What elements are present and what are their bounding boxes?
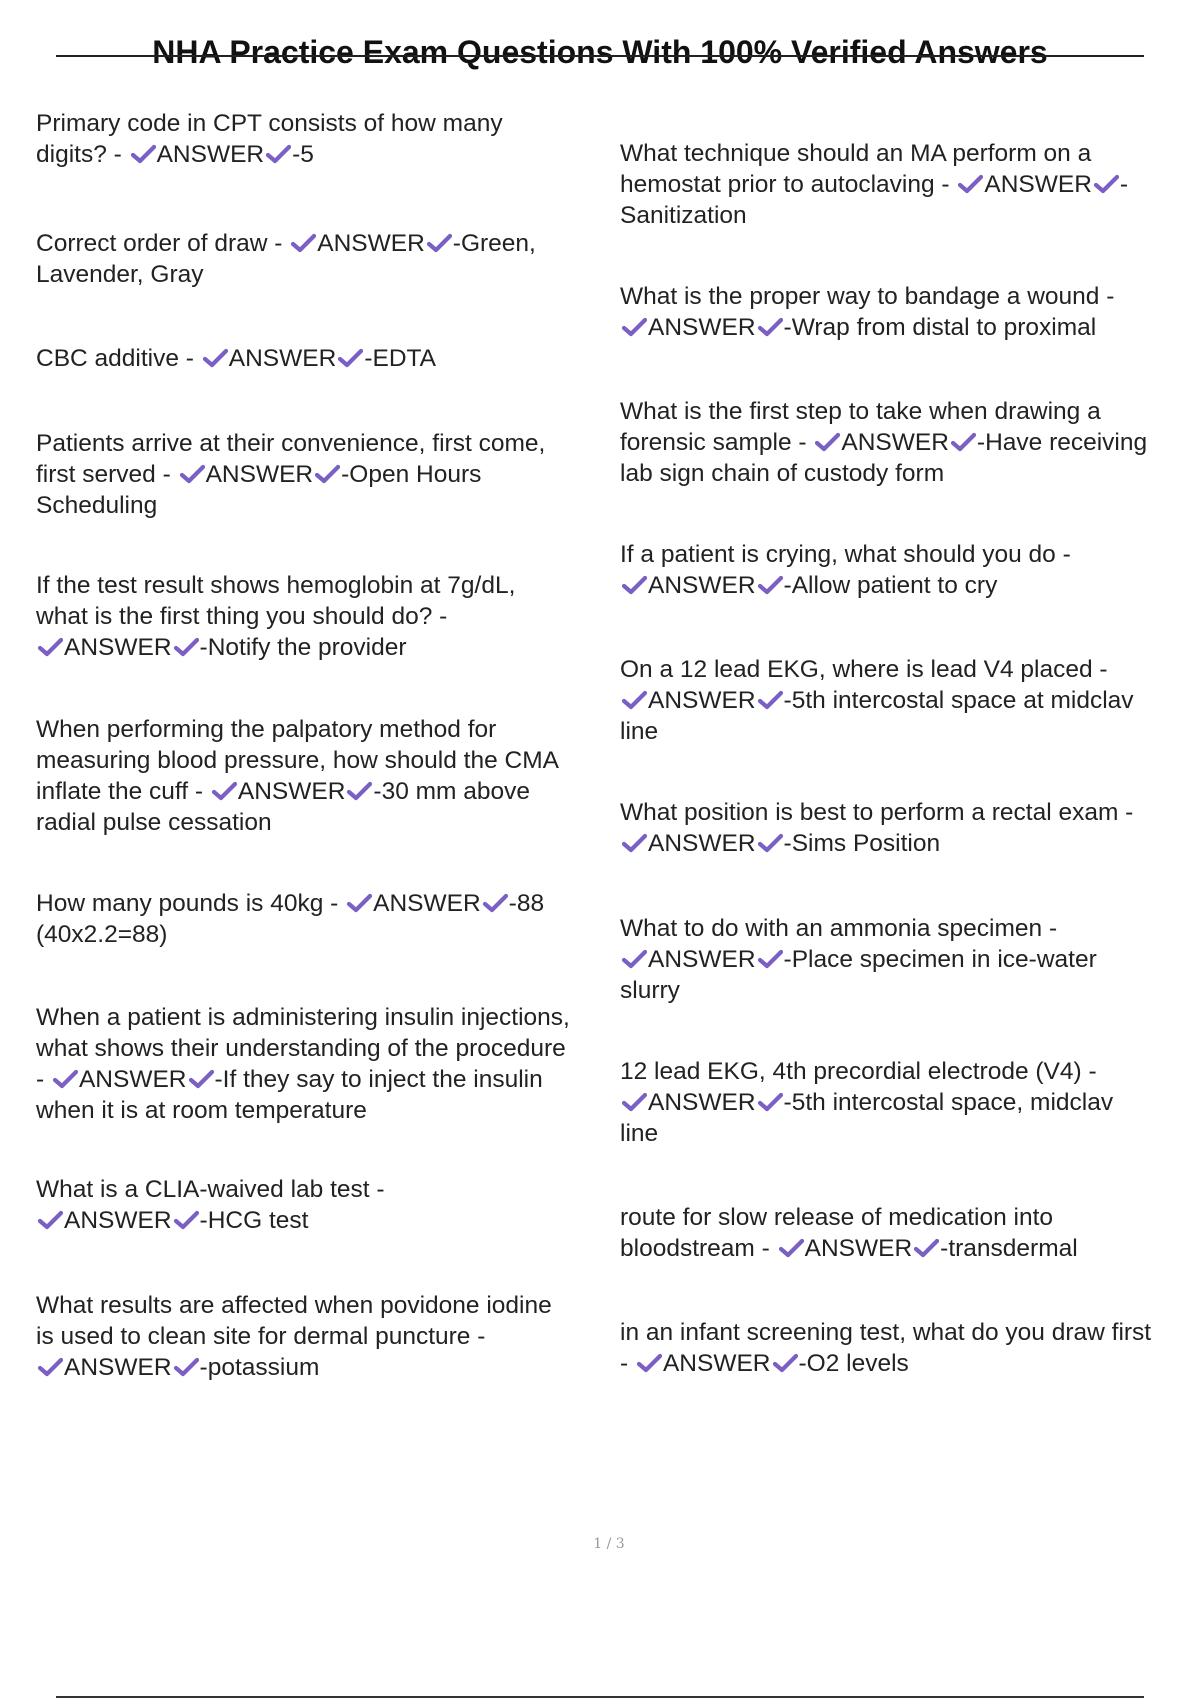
qa-text: -O2 levels <box>798 1350 909 1377</box>
qa-text: -potassium <box>199 1354 320 1381</box>
qa-line <box>620 913 1097 944</box>
check-icon <box>636 1353 662 1373</box>
qa-text: line <box>620 1120 659 1147</box>
qa-line <box>36 459 545 490</box>
qa-item <box>36 1290 552 1383</box>
qa-line <box>36 343 436 374</box>
qa-text: -5 <box>292 141 314 168</box>
check-icon <box>814 432 840 452</box>
qa-text: If a patient is crying, what should you do - <box>620 541 1071 568</box>
page-number: 1 / 3 <box>593 1536 625 1552</box>
qa-line <box>620 169 1128 200</box>
check-icon <box>37 1210 63 1230</box>
qa-text: measuring blood pressure, how should the CMA <box>36 747 559 774</box>
check-icon <box>913 1238 939 1258</box>
answer-label: ANSWER <box>64 1354 172 1381</box>
qa-line <box>620 975 1097 1006</box>
qa-text: -EDTA <box>364 345 436 372</box>
qa-line <box>620 427 1147 458</box>
qa-line <box>36 139 503 170</box>
answer-label: ANSWER <box>64 634 172 661</box>
qa-text: What is a CLIA-waived lab test - <box>36 1176 385 1203</box>
qa-item <box>36 888 544 950</box>
answer-label: ANSWER <box>648 946 756 973</box>
footer-divider <box>56 1696 1144 1698</box>
qa-line <box>620 944 1097 975</box>
qa-line <box>620 570 1071 601</box>
check-icon <box>757 575 783 595</box>
qa-line <box>36 776 559 807</box>
qa-line <box>36 807 559 838</box>
check-icon <box>757 1092 783 1112</box>
qa-text: On a 12 lead EKG, where is lead V4 placed - <box>620 656 1108 683</box>
qa-text: route for slow release of medication into <box>620 1204 1054 1231</box>
check-icon <box>179 464 205 484</box>
qa-text: -30 mm above <box>373 778 531 805</box>
qa-line <box>620 396 1147 427</box>
qa-line <box>620 1056 1113 1087</box>
qa-item <box>620 1317 1151 1379</box>
answer-label: ANSWER <box>228 345 337 372</box>
qa-line <box>620 685 1134 716</box>
answer-label: ANSWER <box>648 1089 756 1116</box>
qa-text: forensic sample - <box>620 429 814 456</box>
qa-line <box>620 716 1134 747</box>
qa-item <box>620 396 1147 489</box>
qa-line <box>620 281 1114 312</box>
answer-label: ANSWER <box>205 461 314 488</box>
qa-text: -5th intercostal space, midclav <box>783 1089 1114 1116</box>
qa-text: -If they say to inject the insulin <box>214 1066 543 1093</box>
check-icon <box>621 690 647 710</box>
qa-line <box>620 1087 1113 1118</box>
qa-text: If the test result shows hemoglobin at 7g/dL, <box>36 572 516 599</box>
check-icon <box>772 1353 798 1373</box>
check-icon <box>621 833 647 853</box>
qa-text: hemostat prior to autoclaving - <box>620 171 957 198</box>
qa-text: -Allow patient to cry <box>783 572 998 599</box>
qa-line <box>36 632 515 663</box>
qa-item <box>36 108 503 170</box>
qa-line <box>36 259 536 290</box>
qa-line <box>620 1317 1151 1348</box>
qa-line <box>620 200 1128 231</box>
qa-text: Primary code in CPT consists of how many <box>36 110 503 137</box>
qa-item <box>36 343 436 374</box>
qa-text: When performing the palpatory method for <box>36 716 497 743</box>
qa-item <box>620 539 1071 601</box>
qa-line <box>36 108 503 139</box>
qa-item <box>36 714 559 838</box>
check-icon <box>757 949 783 969</box>
qa-text: -Notify the provider <box>199 634 407 661</box>
qa-text: - <box>36 1066 51 1093</box>
check-icon <box>757 690 783 710</box>
qa-text: Lavender, Gray <box>36 261 204 288</box>
qa-line <box>36 714 559 745</box>
answer-label: ANSWER <box>317 230 425 257</box>
qa-text: -HCG test <box>199 1207 309 1234</box>
qa-item <box>620 1056 1113 1149</box>
qa-text: When a patient is administering insulin injections, <box>36 1004 570 1031</box>
qa-line <box>36 1290 552 1321</box>
check-icon <box>957 174 983 194</box>
qa-item <box>620 797 1133 859</box>
qa-line <box>620 312 1114 343</box>
qa-item <box>36 228 536 290</box>
qa-line <box>620 1118 1113 1149</box>
qa-text: -88 <box>508 890 545 917</box>
answer-label: ANSWER <box>648 572 756 599</box>
answer-label: ANSWER <box>841 429 949 456</box>
qa-text: How many pounds is 40kg - <box>36 890 346 917</box>
check-icon <box>482 893 508 913</box>
qa-text: - <box>620 1350 635 1377</box>
qa-text: 12 lead EKG, 4th precordial electrode (V4) - <box>620 1058 1097 1085</box>
qa-text: is used to clean site for dermal puncture - <box>36 1323 486 1350</box>
qa-line <box>36 228 536 259</box>
qa-text: Correct order of draw - <box>36 230 290 257</box>
qa-item <box>620 654 1134 747</box>
qa-item <box>620 138 1128 231</box>
qa-text: Patients arrive at their convenience, first come, <box>36 430 546 457</box>
qa-line <box>36 570 515 601</box>
qa-line <box>36 1002 570 1033</box>
qa-line <box>620 138 1128 169</box>
qa-text: What to do with an ammonia specimen - <box>620 915 1058 942</box>
check-icon <box>621 1092 647 1112</box>
qa-line <box>36 888 544 919</box>
qa-text: -Sims Position <box>783 830 941 857</box>
qa-line <box>36 428 545 459</box>
answer-label: ANSWER <box>64 1207 172 1234</box>
qa-line <box>36 1174 385 1205</box>
qa-line <box>620 654 1134 685</box>
qa-item <box>620 913 1097 1006</box>
qa-item <box>620 1202 1078 1264</box>
check-icon <box>346 781 372 801</box>
check-icon <box>778 1238 804 1258</box>
qa-line <box>36 1205 385 1236</box>
qa-text: -Open Hours <box>341 461 482 488</box>
qa-line <box>620 828 1133 859</box>
qa-text: -5th intercostal space at midclav <box>783 687 1134 714</box>
qa-line <box>620 539 1071 570</box>
qa-text: lab sign chain of custody form <box>620 460 945 487</box>
check-icon <box>130 144 156 164</box>
check-icon <box>346 893 372 913</box>
qa-item <box>36 428 545 521</box>
qa-text: Sanitization <box>620 202 747 229</box>
qa-text: in an infant screening test, what do you draw first <box>620 1319 1152 1346</box>
check-icon <box>37 637 63 657</box>
qa-text: - <box>1119 171 1129 198</box>
qa-text: What is the proper way to bandage a wound - <box>620 283 1115 310</box>
qa-text: CBC additive - <box>36 345 201 372</box>
qa-line <box>36 1064 570 1095</box>
qa-text: slurry <box>620 977 680 1004</box>
check-icon <box>173 1210 199 1230</box>
answer-label: ANSWER <box>984 171 1092 198</box>
qa-item <box>36 570 515 663</box>
check-icon <box>188 1069 214 1089</box>
qa-text: What position is best to perform a rectal exam - <box>620 799 1134 826</box>
qa-line <box>36 1321 552 1352</box>
check-icon <box>314 464 340 484</box>
qa-text: -Place specimen in ice-water <box>783 946 1097 973</box>
check-icon <box>950 432 976 452</box>
qa-line <box>620 1202 1078 1233</box>
check-icon <box>757 317 783 337</box>
check-icon <box>621 949 647 969</box>
qa-item <box>36 1174 385 1236</box>
qa-line <box>620 458 1147 489</box>
qa-text: when it is at room temperature <box>36 1097 367 1124</box>
qa-text: radial pulse cessation <box>36 809 272 836</box>
qa-text: What is the first step to take when drawing a <box>620 398 1101 425</box>
qa-text: bloodstream - <box>620 1235 777 1262</box>
check-icon <box>265 144 291 164</box>
qa-line <box>36 919 544 950</box>
answer-label: ANSWER <box>804 1235 913 1262</box>
qa-line <box>620 797 1133 828</box>
qa-line <box>620 1348 1151 1379</box>
check-icon <box>621 575 647 595</box>
qa-line <box>36 745 559 776</box>
document-title: NHA Practice Exam Questions With 100% Verified Answers <box>152 34 1048 70</box>
qa-text: Scheduling <box>36 492 158 519</box>
qa-line <box>36 1033 570 1064</box>
check-icon <box>211 781 237 801</box>
qa-line <box>36 1095 570 1126</box>
qa-text: -Have receiving <box>976 429 1148 456</box>
answer-label: ANSWER <box>78 1066 187 1093</box>
answer-label: ANSWER <box>648 830 756 857</box>
check-icon <box>757 833 783 853</box>
check-icon <box>426 233 452 253</box>
qa-text: first served - <box>36 461 178 488</box>
answer-label: ANSWER <box>662 1350 771 1377</box>
qa-item <box>620 281 1114 343</box>
check-icon <box>202 348 228 368</box>
qa-text: -Green, <box>452 230 536 257</box>
qa-text: what is the first thing you should do? - <box>36 603 448 630</box>
qa-item <box>36 1002 570 1126</box>
qa-text: what shows their understanding of the procedure <box>36 1035 566 1062</box>
qa-line <box>36 601 515 632</box>
qa-text: inflate the cuff - <box>36 778 210 805</box>
answer-label: ANSWER <box>648 314 756 341</box>
check-icon <box>621 317 647 337</box>
qa-text: What results are affected when povidone iodine <box>36 1292 552 1319</box>
check-icon <box>337 348 363 368</box>
qa-text: digits? - <box>36 141 129 168</box>
answer-label: ANSWER <box>373 890 481 917</box>
answer-label: ANSWER <box>648 687 756 714</box>
answer-label: ANSWER <box>237 778 346 805</box>
qa-text: -transdermal <box>940 1235 1078 1262</box>
qa-line <box>620 1233 1078 1264</box>
qa-text: (40x2.2=88) <box>36 921 168 948</box>
check-icon <box>290 233 316 253</box>
check-icon <box>52 1069 78 1089</box>
title-strike-line <box>56 55 1144 57</box>
answer-label: ANSWER <box>156 141 265 168</box>
qa-text: What technique should an MA perform on a <box>620 140 1092 167</box>
check-icon <box>1093 174 1119 194</box>
check-icon <box>173 637 199 657</box>
qa-text: -Wrap from distal to proximal <box>783 314 1097 341</box>
check-icon <box>173 1357 199 1377</box>
qa-text: line <box>620 718 659 745</box>
check-icon <box>37 1357 63 1377</box>
qa-line <box>36 1352 552 1383</box>
qa-line <box>36 490 545 521</box>
